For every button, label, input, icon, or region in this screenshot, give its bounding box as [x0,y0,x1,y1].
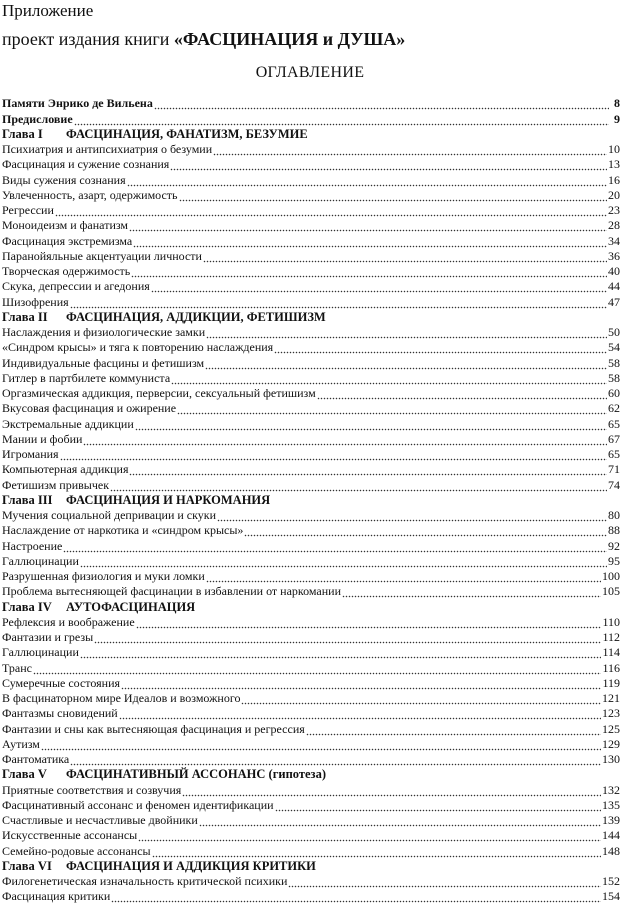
toc-entry [2,553,620,568]
toc-entry-page: 116 [602,660,620,675]
toc-leader-dots [74,116,609,126]
toc-title: ОГЛАВЛЕНИЕ [255,64,365,81]
toc-entry-page: 129 [602,736,620,751]
toc-entry [2,507,620,522]
toc-entry-page: 110 [602,614,620,629]
toc-entry-page: 114 [602,645,620,660]
toc-leader-dots [131,268,607,278]
toc-entry-title: Рефлексия и воображение [2,614,135,629]
toc-entry [2,659,620,674]
toc-entry-title: Экстремальные аддикции [2,416,134,431]
chapter-title: ФАСЦИНАЦИЯ, АДДИКЦИИ, ФЕТИШИЗМ [66,309,326,324]
chapter-number: Глава I [2,126,43,141]
toc-entry [2,614,620,629]
toc-leader-dots [121,680,601,690]
toc-leader-dots [244,527,607,537]
toc-entry [2,720,620,735]
toc-leader-dots [55,207,607,217]
toc-entry [2,217,620,232]
toc-entry-page: 135 [602,797,620,812]
toc-entry-title: Увлеченность, азарт, одержимость [2,187,178,202]
toc-entry-title: Мучения социальной депривации и скуки [2,508,217,522]
toc-leader-dots [80,558,607,568]
toc-entry-page: 130 [602,752,620,766]
toc-entry-page: 123 [602,706,620,721]
toc-leader-dots [206,329,607,339]
toc-entry-page: 54 [608,340,620,355]
toc-leader-dots [205,360,607,370]
toc-entry-title: В фасцинаторном мире Идеалов и возможного [2,691,241,705]
appendix-label: Приложение [2,1,94,20]
toc-leader-dots [182,787,601,797]
toc-entry [2,385,620,400]
toc-leader-dots [70,299,607,309]
toc-entry-page: 139 [602,813,620,827]
toc-entry-page: 16 [608,172,620,187]
toc-leader-dots [138,832,601,842]
toc-entry [2,705,620,720]
toc-entry [2,263,620,278]
toc-entry-page: 74 [608,477,620,492]
chapter-number: Глава III [2,492,53,507]
chapter-heading [2,492,620,507]
chapter-title: ФАСЦИНАТИВНЫЙ АССОНАНС (гипотеза) [66,767,326,782]
toc-entry-page: 100 [602,569,620,583]
toc-entry-page: 34 [608,233,620,248]
chapter-heading [2,126,620,141]
toc-entry [2,812,620,827]
toc-entry-title: Фасцинация и сужение сознания [2,157,170,172]
toc-entry-title: Игромания [2,447,59,461]
toc-entry-page: 105 [602,584,620,599]
toc-entry-page: 23 [608,203,620,217]
book-title: «ФАСЦИНАЦИЯ и ДУША» [173,29,406,49]
toc-leader-dots [170,161,607,171]
toc-entry-title: Счастливые и несчастливые двойники [2,813,198,827]
toc-entry [2,629,620,644]
chapter-heading [2,598,620,613]
toc-entry-title: Наслаждения и физиологические замки [2,325,206,339]
toc-entry-page: 132 [602,782,620,797]
toc-leader-dots [213,146,607,156]
toc-entry-page: 20 [608,187,620,202]
toc-entry [2,202,620,217]
toc-leader-dots [179,192,607,202]
toc-entry [2,354,620,369]
toc-leader-dots [111,893,601,903]
chapter-heading [2,766,620,781]
toc-leader-dots [127,177,607,187]
chapter-number: Глава IV [2,599,52,614]
toc-entry-page: 50 [608,325,620,339]
toc-entry-page: 152 [602,874,620,888]
toc-entry-page: 80 [608,508,620,522]
toc-entry-title: Компьютерная аддикция [2,462,129,477]
toc-entry [2,644,620,659]
toc-leader-dots [241,695,601,705]
toc-entry [2,370,620,385]
toc-entry [2,156,620,171]
toc-entry-page: 44 [608,279,620,294]
toc-entry-title: Фантазии и грезы [2,630,94,644]
toc-entry-page: 36 [608,248,620,263]
toc-leader-dots [154,100,609,110]
chapter-heading [2,309,620,324]
toc-entry-page: 148 [602,843,620,858]
toc-entry-title: Творческая одержимость [2,264,131,278]
toc-entry-title: Галлюцинации [2,645,79,660]
toc-entry-page: 65 [608,416,620,431]
toc-entry [2,690,620,705]
toc-entry-title: Галлюцинации [2,553,79,568]
toc-entry-page: 65 [608,447,620,461]
table-of-contents [2,95,620,903]
toc-entry-page: 8 [614,96,620,111]
toc-entry-title: Фетишизм привычек [2,477,110,492]
chapter-heading [2,858,620,873]
toc-leader-dots [274,344,607,354]
toc-leader-dots [41,741,601,751]
toc-entry-page: 9 [614,111,620,126]
toc-entry-page: 71 [608,462,620,477]
toc-entry-title: Вкусовая фасцинация и ожирение [2,401,177,416]
toc-entry-title: Проблема вытесняющей фасцинации в избавлении от наркомании [2,584,342,599]
chapter-number: Глава II [2,309,48,324]
toc-entry-page: 154 [602,889,620,904]
toc-entry-page: 112 [602,630,620,644]
toc-leader-dots [70,756,601,766]
toc-entry-title: Оргазмическая аддикция, перверсии, сексуальный фетишизм [2,386,316,400]
toc-entry-title: «Синдром крысы» и тяга к повторению наслаждения [2,340,274,355]
chapter-title: АУТОФАСЦИНАЦИЯ [66,599,196,614]
toc-entry-title: Приятные соответствия и созвучия [2,782,182,797]
toc-leader-dots [133,238,607,248]
toc-leader-dots [136,619,602,629]
toc-entry-page: 10 [608,142,620,156]
toc-leader-dots [288,878,601,888]
toc-leader-dots [317,390,607,400]
toc-entry [2,873,620,888]
toc-entry [2,568,620,583]
toc-leader-dots [151,283,607,293]
toc-leader-dots [306,726,601,736]
toc-entry-title: Гитлер в партбилете коммуниста [2,370,171,385]
toc-entry [2,537,620,552]
toc-leader-dots [94,634,601,644]
toc-entry-title: Скука, депрессии и агедония [2,279,150,294]
toc-entry [2,187,620,202]
toc-leader-dots [342,588,601,598]
toc-leader-dots [119,710,601,720]
toc-entry-page: 88 [608,523,620,538]
toc-entry-title: Моноидеизм и фанатизм [2,218,129,233]
toc-entry [2,141,620,156]
chapter-title: ФАСЦИНАЦИЯ И АДДИКЦИЯ КРИТИКИ [66,858,316,873]
toc-entry-title: Фасцинация экстремизма [2,233,133,248]
toc-entry-title: Фасцинативный ассонанс и феномен идентификации [2,797,274,812]
toc-entry [2,797,620,812]
toc-leader-dots [177,405,607,415]
toc-entry [2,324,620,339]
toc-entry [2,583,620,598]
project-line [2,27,405,51]
toc-leader-dots [135,421,607,431]
toc-entry-title: Настроение [2,538,63,553]
toc-entry [2,248,620,263]
toc-entry-title: Семейно-родовые ассонансы [2,843,151,858]
toc-leader-dots [203,253,607,263]
toc-entry-title: Фантоматика [2,752,70,766]
toc-entry-title: Сумеречные состояния [2,675,121,690]
toc-entry [2,781,620,796]
toc-entry [2,95,620,110]
toc-leader-dots [275,802,601,812]
toc-leader-dots [171,375,607,385]
toc-entry-title: Фантазмы сновидений [2,706,118,721]
toc-leader-dots [206,573,601,583]
toc-entry [2,278,620,293]
toc-entry [2,461,620,476]
toc-leader-dots [199,817,601,827]
toc-entry [2,110,620,125]
toc-entry [2,827,620,842]
toc-leader-dots [129,466,607,476]
toc-leader-dots [33,665,601,675]
toc-entry [2,431,620,446]
toc-leader-dots [152,848,601,858]
toc-entry-title: Предисловие [2,111,73,126]
toc-entry [2,675,620,690]
toc-entry-title: Фасцинация критики [2,889,111,904]
toc-entry-title: Психиатрия и антипсихиатрия о безумии [2,142,213,156]
toc-entry-title: Паранойяльные акцентуации личности [2,248,202,263]
toc-entry [2,339,620,354]
toc-entry-page: 58 [608,370,620,385]
toc-leader-dots [83,436,607,446]
toc-entry [2,446,620,461]
toc-entry-page: 119 [602,675,620,690]
toc-entry-title: Шизофрения [2,294,69,309]
chapter-number: Глава VI [2,858,52,873]
toc-entry [2,842,620,857]
toc-entry-page: 58 [608,355,620,370]
toc-entry-page: 13 [608,157,620,172]
toc-entry-page: 121 [602,691,620,705]
toc-entry [2,736,620,751]
toc-entry-title: Регрессии [2,203,54,217]
toc-leader-dots [217,512,607,522]
toc-entry-title: Мании и фобии [2,431,83,446]
toc-leader-dots [63,543,607,553]
toc-leader-dots [80,649,602,659]
toc-entry [2,232,620,247]
toc-entry-title: Транс [2,660,32,675]
toc-entry-title: Аутизм [2,736,40,751]
toc-entry [2,888,620,903]
chapter-title: ФАСЦИНАЦИЯ, ФАНАТИЗМ, БЕЗУМИЕ [66,126,308,141]
toc-entry-page: 67 [608,431,620,446]
chapter-number: Глава V [2,767,47,782]
toc-entry-page: 40 [608,264,620,278]
toc-entry-title: Филогенетическая изначальность критической психики [2,874,288,888]
toc-entry-page: 47 [608,294,620,309]
toc-entry-page: 62 [608,401,620,416]
toc-entry [2,476,620,491]
toc-entry-title: Виды сужения сознания [2,172,126,187]
toc-entry-title: Разрушенная физиология и муки ломки [2,569,205,583]
toc-entry-page: 60 [608,386,620,400]
toc-entry-page: 92 [608,538,620,553]
toc-entry-title: Наслаждение от наркотика и «синдром крысы» [2,523,244,538]
toc-entry-page: 28 [608,218,620,233]
toc-entry [2,293,620,308]
toc-entry-page: 95 [608,553,620,568]
toc-entry-title: Искусственные ассонансы [2,828,138,843]
toc-entry-page: 144 [602,828,620,843]
toc-entry-page: 125 [602,721,620,736]
project-prefix: проект издания книги [2,29,174,49]
toc-entry [2,171,620,186]
toc-leader-dots [110,482,607,492]
toc-entry [2,400,620,415]
toc-leader-dots [129,222,607,232]
toc-entry-title: Индивидуальные фасцины и фетишизм [2,355,205,370]
toc-entry [2,751,620,766]
chapter-title: ФАСЦИНАЦИЯ И НАРКОМАНИЯ [66,492,271,507]
toc-leader-dots [60,451,607,461]
toc-entry [2,415,620,430]
toc-entry [2,522,620,537]
toc-entry-title: Памяти Энрико де Вильена [2,96,153,111]
toc-entry-title: Фантазии и сны как вытесняющая фасцинация и регрессия [2,721,305,736]
